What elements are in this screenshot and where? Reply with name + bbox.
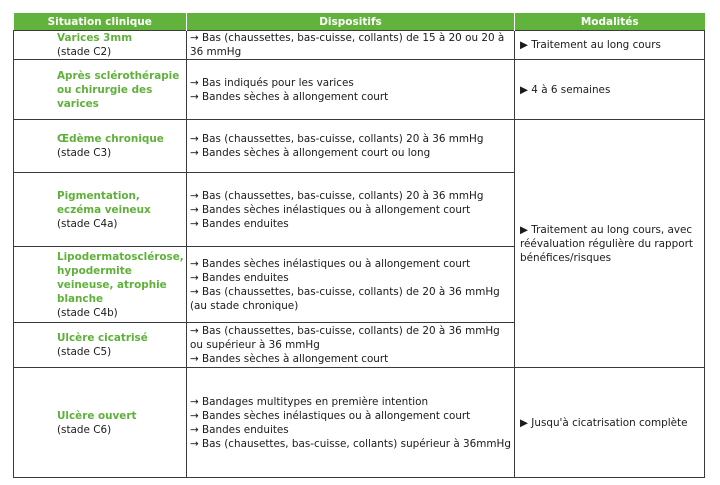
device-line: → Bandages multitypes en première intention [190, 395, 429, 408]
devices-cell [187, 368, 515, 478]
table-row [14, 60, 705, 120]
situation-cell [14, 368, 187, 478]
situation-cell [14, 31, 187, 60]
devices-cell [187, 323, 515, 368]
device-line: → Bas (chaussettes, bas-cuisse, collants) 20 à 36 mmHg [190, 133, 484, 145]
situation-stage: (stade C5) [57, 346, 112, 358]
compression-table-container [13, 13, 704, 478]
device-line: → Bas (chaussettes, bas-cuisse, collants) de 15 à 20 ou 20 à 36 mmHg [190, 32, 505, 58]
device-line: → Bas indiqués pour les varices [190, 76, 354, 89]
situation-title: Varices 3mm [57, 32, 133, 44]
table-row [14, 31, 705, 60]
device-line: → Bandes sèches à allongement court ou long [190, 147, 431, 159]
devices-cell [187, 247, 515, 323]
situation-title: Ulcère cicatrisé [57, 332, 148, 344]
situation-stage: (stade C4a) [57, 217, 118, 230]
header-situation: Situation clinique [14, 13, 187, 31]
device-line: → Bandes sèches à allongement court [190, 353, 389, 365]
devices-cell [187, 120, 515, 173]
situation-cell [14, 120, 187, 173]
situation-cell [14, 60, 187, 120]
table-header-row [14, 13, 705, 31]
modality-text: ▶ Jusqu'à cicatrisation complète [520, 416, 688, 429]
situation-title: Lipodermatosclérose, hypodermite veineuse, atrophie blanche [57, 250, 184, 305]
device-line: → Bandes sèches inélastiques ou à allongement court [190, 257, 471, 270]
compression-table [13, 13, 705, 478]
devices-cell [187, 60, 515, 120]
modality-cell [515, 60, 705, 120]
device-line: → Bandes enduites [190, 217, 289, 230]
situation-cell [14, 247, 187, 323]
header-devices: Dispositifs [187, 13, 515, 31]
device-line: → Bas (chaussettes, bas-cuisse, collants) de 20 à 36 mmHg (au stade chronique) [190, 285, 500, 312]
modality-text: ▶ Traitement au long cours, avec réévaluation régulière du rapport bénéfices/risques [520, 223, 693, 264]
device-line: → Bas (chausettes, bas-cuisse, collants) supérieur à 36mmHg [190, 437, 511, 450]
situation-title: Après sclérothérapie ou chirurgie des varices [57, 69, 180, 110]
table-row [14, 368, 705, 478]
situation-title: Ulcère ouvert [57, 409, 137, 422]
modality-cell [515, 368, 705, 478]
situation-title: Pigmentation, eczéma veineux [57, 189, 151, 216]
situation-cell [14, 173, 187, 247]
modality-text: ▶ Traitement au long cours [520, 39, 661, 51]
device-line: → Bas (chaussettes, bas-cuisse, collants) 20 à 36 mmHg [190, 189, 484, 202]
device-line: → Bandes enduites [190, 423, 289, 436]
situation-title: Œdème chronique [57, 133, 164, 145]
modality-cell [515, 31, 705, 60]
modality-text: ▶ 4 à 6 semaines [520, 83, 611, 96]
devices-cell [187, 31, 515, 60]
situation-cell [14, 323, 187, 368]
situation-stage: (stade C4b) [57, 306, 118, 319]
modality-cell-shared [515, 120, 705, 368]
device-line: → Bandes sèches inélastiques ou à allongement court [190, 203, 471, 216]
device-line: → Bandes sèches inélastiques ou à allongement court [190, 409, 471, 422]
device-line: → Bandes sèches à allongement court [190, 90, 389, 103]
device-line: → Bandes enduites [190, 271, 289, 284]
devices-cell [187, 173, 515, 247]
device-line: → Bas (chaussettes, bas-cuisse, collants) de 20 à 36 mmHg ou supérieur à 36 mmHg [190, 325, 500, 351]
situation-stage: (stade C2) [57, 46, 112, 58]
situation-stage: (stade C3) [57, 147, 112, 159]
table-row [14, 120, 705, 173]
header-modalities: Modalités [515, 13, 705, 31]
situation-stage: (stade C6) [57, 423, 112, 436]
